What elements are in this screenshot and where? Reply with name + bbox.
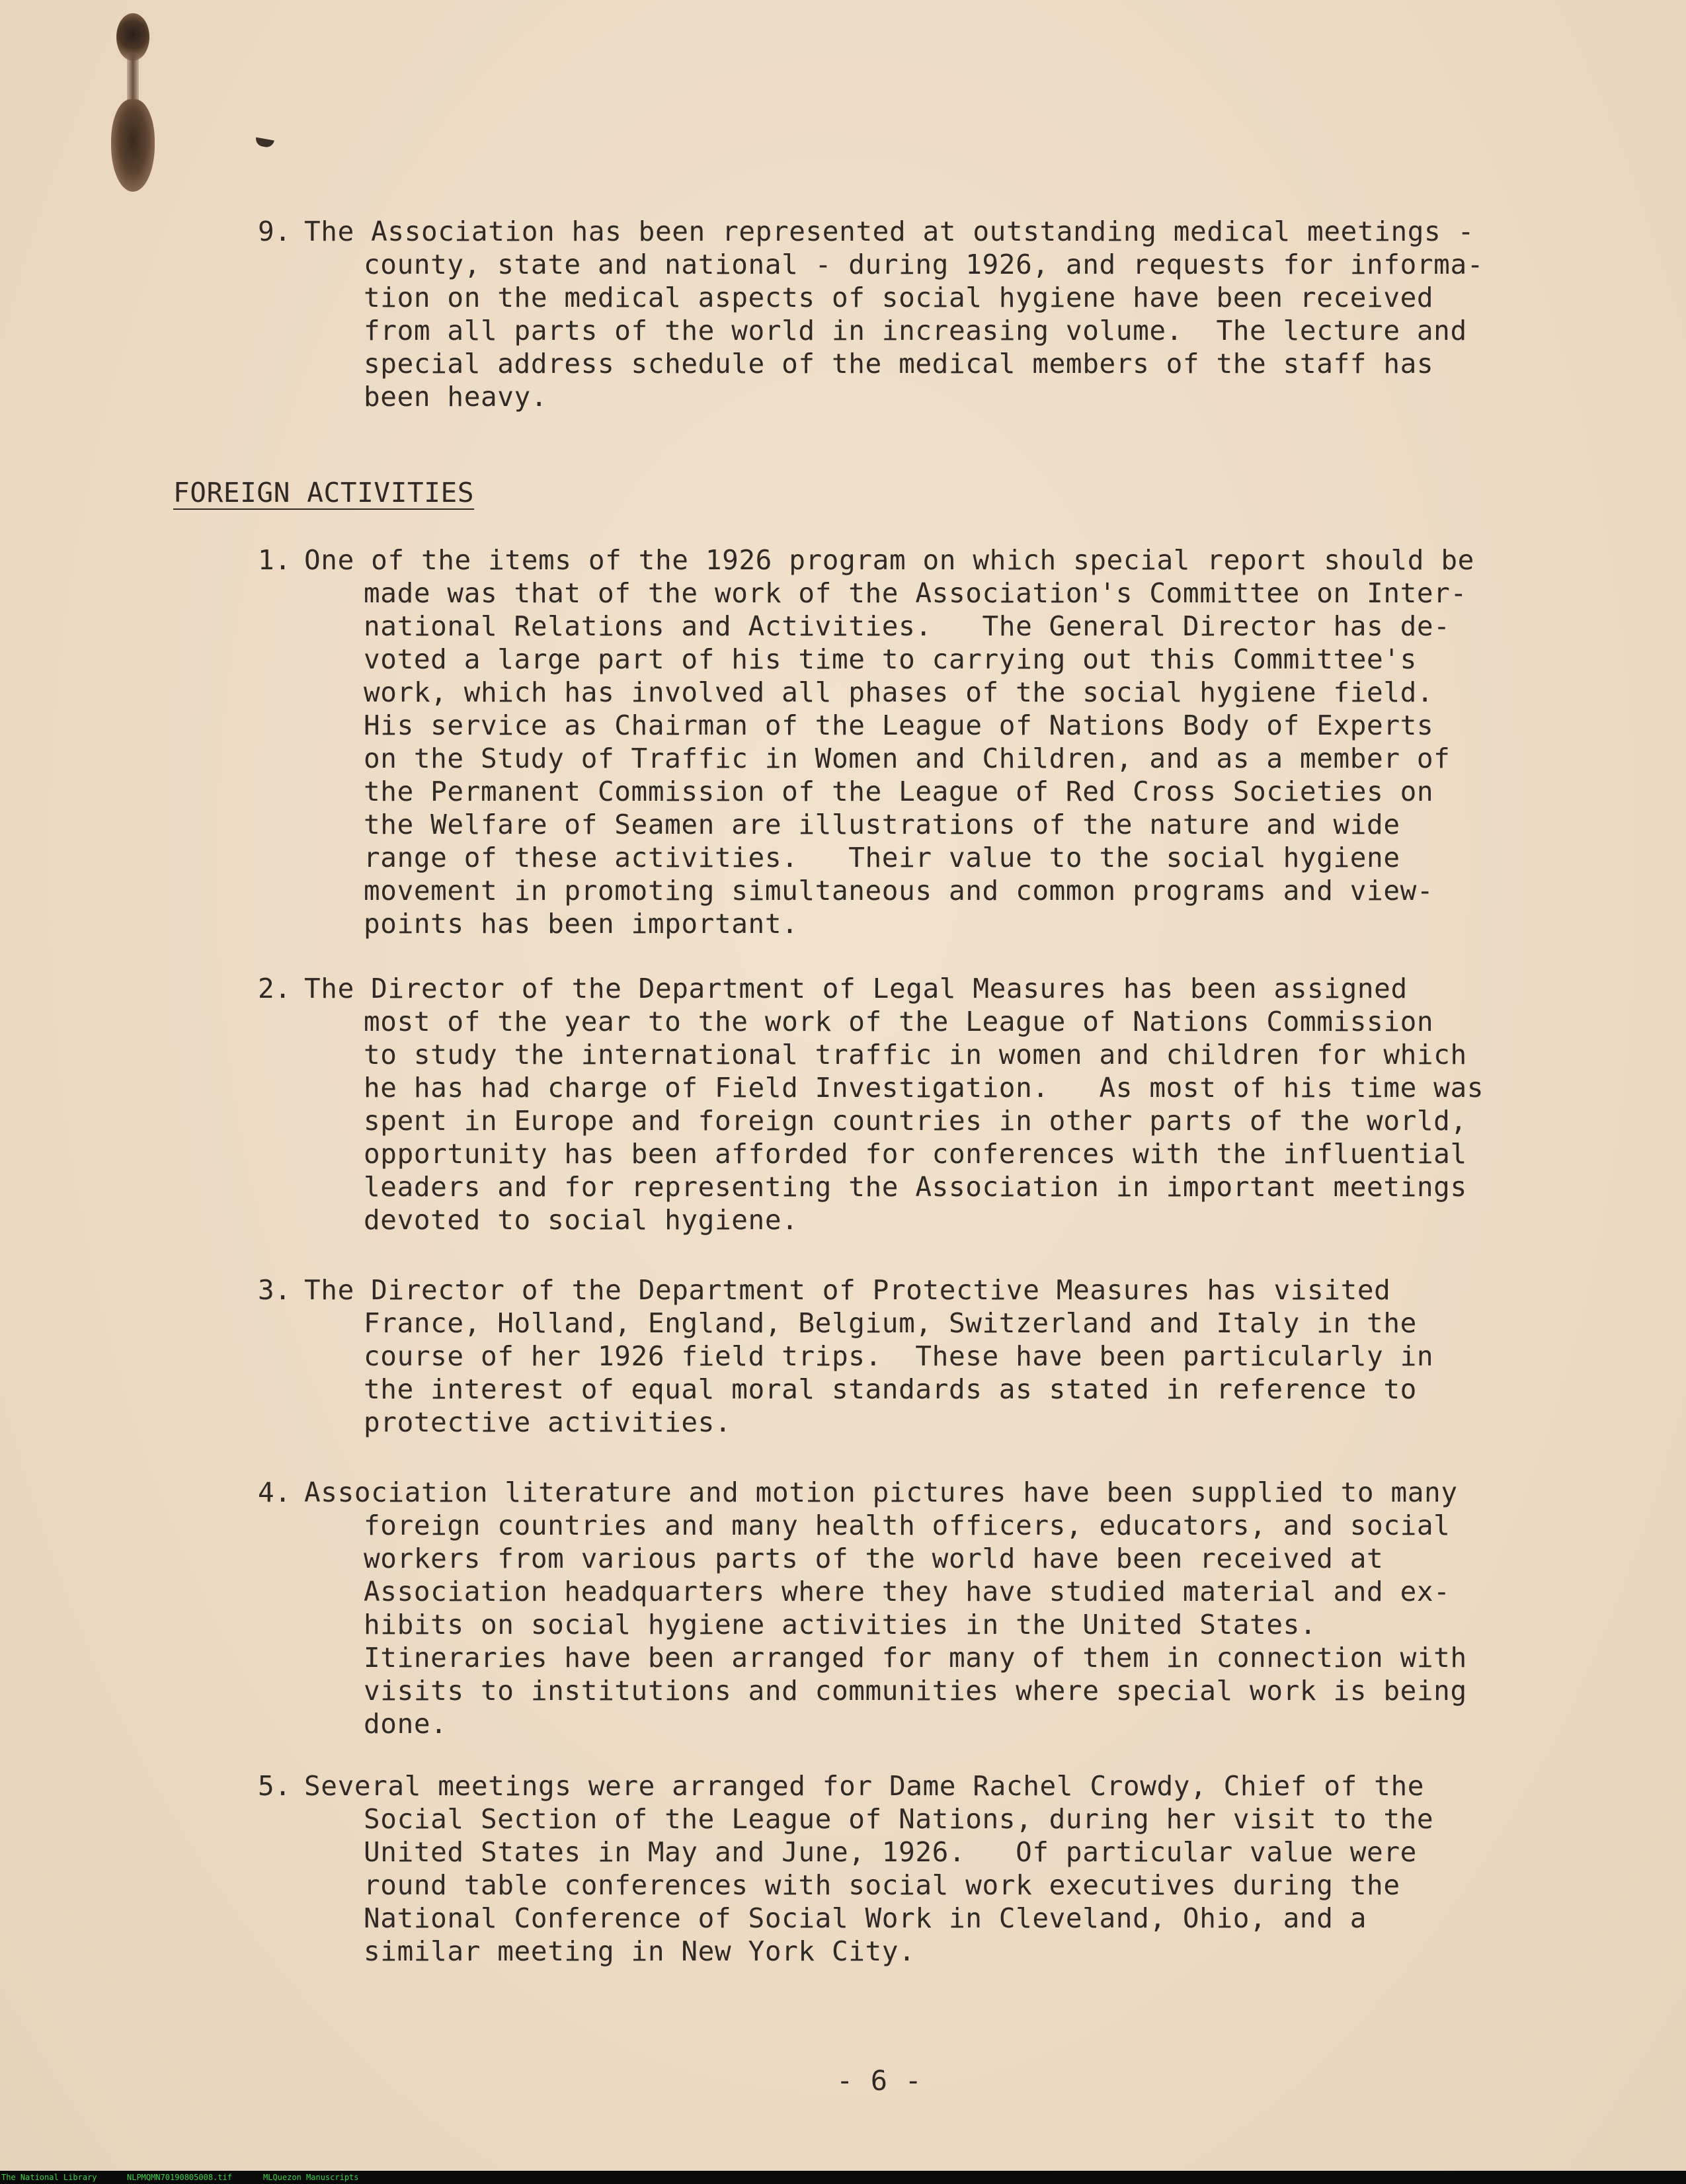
text-line: county, state and national - during 1926, and requests for informa- xyxy=(364,249,1484,280)
text-line: Itineraries have been arranged for many of them in connection with xyxy=(364,1642,1467,1674)
item-first-line: The Association has been represented at outstanding medical meetings - xyxy=(304,216,1474,247)
item-continuation xyxy=(364,1509,1467,1740)
text-line: leaders and for representing the Association in important meetings xyxy=(364,1171,1467,1203)
item-number: 4. xyxy=(258,1476,292,1508)
item-continuation xyxy=(364,1802,1433,1968)
text-line: Social Section of the League of Nations, during her visit to the xyxy=(364,1803,1434,1835)
text-line: tion on the medical aspects of social hygiene have been received xyxy=(364,282,1434,313)
text-line: spent in Europe and foreign countries in other parts of the world, xyxy=(364,1105,1467,1137)
item-number: 3. xyxy=(258,1274,292,1306)
stain-bottom xyxy=(111,99,155,192)
punch-hole-stain xyxy=(111,13,157,192)
text-line: on the Study of Traffic in Women and Children, and as a member of xyxy=(364,743,1451,774)
text-line: Association headquarters where they have studied material and ex- xyxy=(364,1576,1451,1607)
text-line: visits to institutions and communities where special work is being xyxy=(364,1675,1467,1707)
item-2 xyxy=(258,972,1484,1236)
text-line: round table conferences with social work executives during the xyxy=(364,1869,1400,1901)
text-line: France, Holland, England, Belgium, Switzerland and Italy in the xyxy=(364,1307,1417,1339)
footer-library: The National Library xyxy=(1,2173,97,2182)
text-line: to study the international traffic in women and children for which xyxy=(364,1039,1467,1071)
item-continuation xyxy=(364,248,1484,413)
text-line: His service as Chairman of the League of Nations Body of Experts xyxy=(364,709,1434,741)
text-line: devoted to social hygiene. xyxy=(364,1204,799,1236)
section-heading: FOREIGN ACTIVITIES xyxy=(173,477,475,508)
text-line: work, which has involved all phases of the social hygiene field. xyxy=(364,676,1434,708)
item-number: 1. xyxy=(258,544,292,576)
text-line: course of her 1926 field trips. These have been particularly in xyxy=(364,1340,1434,1372)
text-line: the Welfare of Seamen are illustrations of the nature and wide xyxy=(364,809,1400,840)
item-3 xyxy=(258,1274,1434,1439)
item-number: 5. xyxy=(258,1770,292,1802)
item-4 xyxy=(258,1476,1467,1740)
text-line: the Permanent Commission of the League of Red Cross Societies on xyxy=(364,776,1434,807)
text-line: protective activities. xyxy=(364,1406,732,1438)
text-line: from all parts of the world in increasing volume. The lecture and xyxy=(364,315,1467,346)
item-9 xyxy=(258,215,1484,413)
text-line: special address schedule of the medical members of the staff has xyxy=(364,348,1434,380)
text-line: hibits on social hygiene activities in the United States. xyxy=(364,1609,1317,1640)
text-line: similar meeting in New York City. xyxy=(364,1935,916,1967)
footer-collection: MLQuezon Manuscripts xyxy=(263,2173,359,2182)
item-continuation xyxy=(364,1307,1433,1439)
text-line: been heavy. xyxy=(364,381,548,413)
scan-footer-bar xyxy=(0,2171,1686,2184)
item-number: 2. xyxy=(258,973,292,1004)
text-line: voted a large part of his time to carrying out this Committee's xyxy=(364,643,1417,675)
text-line: the interest of equal moral standards as stated in reference to xyxy=(364,1373,1417,1405)
footer-file: NLPMQMN70190805008.tif xyxy=(127,2173,232,2182)
item-first-line: The Director of the Department of Protective Measures has visited xyxy=(304,1274,1391,1306)
text-line: most of the year to the work of the League of Nations Commission xyxy=(364,1006,1434,1037)
text-line: points has been important. xyxy=(364,908,799,940)
text-line: workers from various parts of the world have been received at xyxy=(364,1543,1384,1574)
text-line: foreign countries and many health officers, educators, and social xyxy=(364,1510,1451,1541)
item-first-line: One of the items of the 1926 program on which special report should be xyxy=(304,544,1474,576)
text-line: he has had charge of Field Investigation. As most of his time was xyxy=(364,1072,1484,1104)
text-line: national Relations and Activities. The General Director has de- xyxy=(364,610,1451,642)
item-1 xyxy=(258,544,1474,940)
text-line: range of these activities. Their value to the social hygiene xyxy=(364,842,1400,873)
text-line: United States in May and June, 1926. Of particular value were xyxy=(364,1836,1417,1868)
page-number: - 6 - xyxy=(836,2064,922,2097)
item-continuation xyxy=(364,577,1467,940)
text-line: done. xyxy=(364,1708,448,1740)
item-first-line: The Director of the Department of Legal Measures has been assigned xyxy=(304,973,1408,1004)
item-number: 9. xyxy=(258,216,292,247)
text-line: made was that of the work of the Association's Committee on Inter- xyxy=(364,577,1467,609)
text-line: National Conference of Social Work in Cleveland, Ohio, and a xyxy=(364,1902,1367,1934)
item-first-line: Several meetings were arranged for Dame Rachel Crowdy, Chief of the xyxy=(304,1770,1425,1802)
text-line: movement in promoting simultaneous and common programs and view- xyxy=(364,875,1434,907)
item-first-line: Association literature and motion pictures have been supplied to many xyxy=(304,1476,1458,1508)
item-continuation xyxy=(364,1005,1484,1236)
item-5 xyxy=(258,1769,1434,1967)
text-line: opportunity has been afforded for conferences with the influential xyxy=(364,1138,1467,1170)
ink-mark xyxy=(255,138,274,149)
